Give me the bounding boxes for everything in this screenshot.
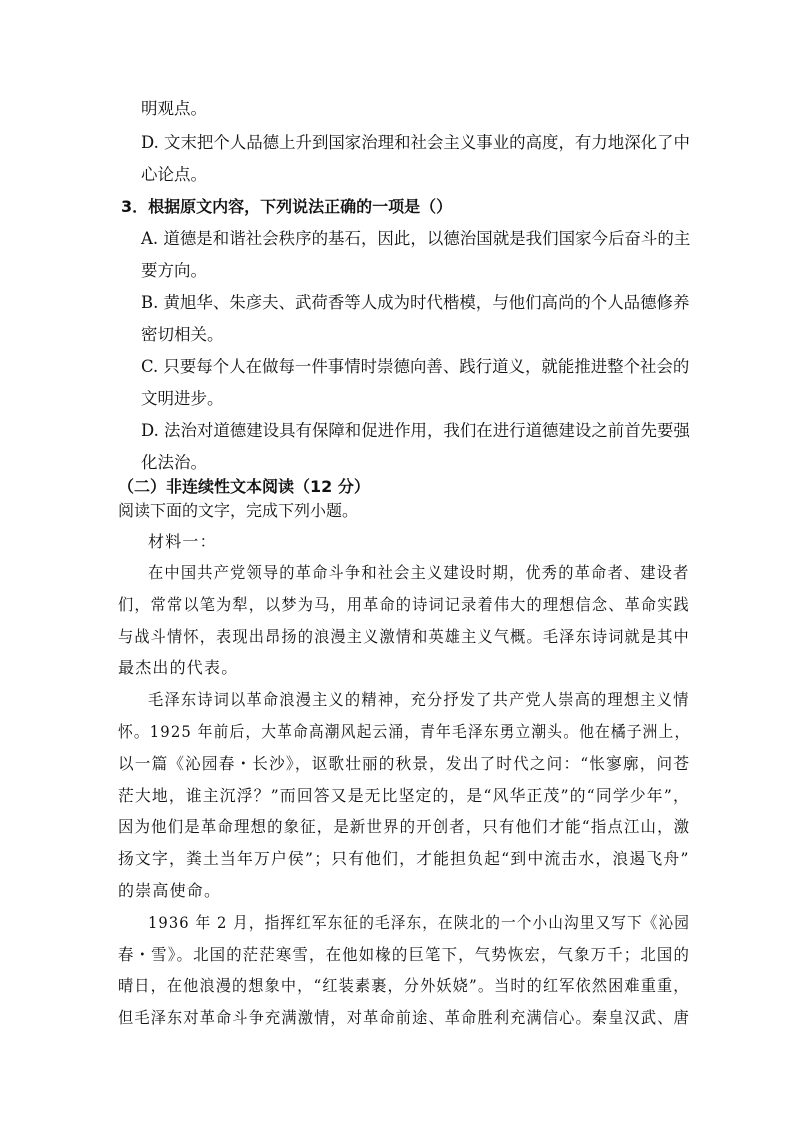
paragraph2-line5: 因为他们是革命理想的象征，是新世界的开创者，只有他们才能“指点江山，激 <box>118 817 691 836</box>
material-label: 材料一： <box>148 532 217 551</box>
paragraph2-line7: 的崇高使命。 <box>118 881 222 900</box>
paragraph2-line1: 毛泽东诗词以革命浪漫主义的精神，充分抒发了共产党人崇高的理想主义情 <box>148 690 690 709</box>
section-title: （二）非连续性文本阅读（12 分） <box>118 477 370 496</box>
paragraph2-line3: 以一篇《沁园春・长沙》，讴歌壮丽的秋景，发出了时代之问：“怅寥廓，问苍 <box>118 754 691 773</box>
section-instruction: 阅读下面的文字，完成下列小题。 <box>118 501 359 520</box>
paragraph1-line3: 与战斗情怀，表现出昂扬的浪漫主义激情和英雄主义气概。毛泽东诗词就是其中 <box>118 627 690 646</box>
paragraph2-line6: 扬文字，粪土当年万户侯”；只有他们，才能担负起“到中流击水，浪遏飞舟” <box>118 849 690 868</box>
paragraph1-line1: 在中国共产党领导的革命斗争和社会主义建设时期，优秀的革命者、建设者 <box>148 563 690 582</box>
q3-option-a-line1: A. 道德是和谐社会秩序的基石，因此，以德治国就是我们国家今后奋斗的主 <box>141 229 691 248</box>
paragraph3-line2: 春・雪》。北国的茫茫寒雪，在他如椽的巨笔下，气势恢宏，气象万千；北国的 <box>118 945 691 964</box>
paragraph2-line2: 怀。1925 年前后，大革命高潮风起云涌，青年毛泽东勇立潮头。他在橘子洲上， <box>118 722 691 741</box>
paragraph1-line4: 最杰出的代表。 <box>118 658 239 677</box>
paragraph1-line2: 们，常常以笔为犁，以梦为马，用革命的诗词记录着伟大的理想信念、革命实践 <box>118 595 690 614</box>
q3-stem: 3．根据原文内容，下列说法正确的一项是（） <box>121 197 453 216</box>
q3-option-b-line2: 密切相关。 <box>141 325 224 344</box>
q2-option-d-line2: 心论点。 <box>141 165 207 184</box>
q3-option-a-line2: 要方向。 <box>141 261 207 280</box>
q3-option-d-line1: D. 法治对道德建设具有保障和促进作用，我们在进行道德建设之前首先要强 <box>141 421 690 440</box>
paragraph3-line1: 1936 年 2 月，指挥红军东征的毛泽东，在陕北的一个小山沟里又写下《沁园 <box>148 913 691 932</box>
q3-option-c-line1: C. 只要每个人在做每一件事情时崇德向善、践行道义，就能推进整个社会的 <box>141 357 690 376</box>
q2-option-c-continuation: 明观点。 <box>141 99 207 118</box>
q3-option-d-line2: 化法治。 <box>141 453 207 472</box>
q2-option-d-line1: D. 文末把个人品德上升到国家治理和社会主义事业的高度，有力地深化了中 <box>141 133 690 152</box>
q3-option-c-line2: 文明进步。 <box>141 389 224 408</box>
paragraph3-line3: 晴日，在他浪漫的想象中，“红装素裹，分外妖娆”。当时的红军依然困难重重， <box>118 976 690 995</box>
q3-option-b-line1: B. 黄旭华、朱彦夫、武荷香等人成为时代楷模，与他们高尚的个人品德修养 <box>141 293 690 312</box>
paragraph2-line4: 茫大地，谁主沉浮？”而回答又是无比坚定的，是“风华正茂”的“同学少年”， <box>118 786 690 805</box>
paragraph3-line4: 但毛泽东对革命斗争充满激情，对革命前途、革命胜利充满信心。秦皇汉武、唐 <box>118 1008 690 1027</box>
